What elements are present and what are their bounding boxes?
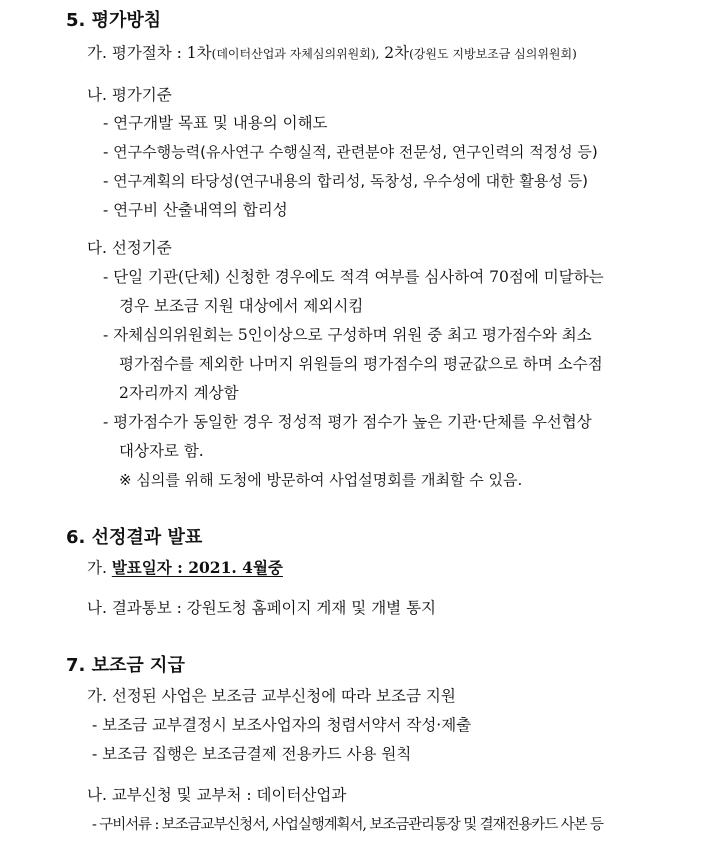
- announce-date: [87, 558, 283, 578]
- section-7-title: 7. 보조금 지급: [66, 655, 185, 676]
- selection-criteria-label: 다. 선정기준: [87, 239, 172, 257]
- eval-procedure: [87, 43, 577, 64]
- eval-procedure-label: 가. 평가절차 : 1차: [87, 44, 212, 62]
- selection-criteria-item: - 평가점수가 동일한 경우 정성적 평가 점수가 높은 기관·단체를 우선협상: [103, 413, 592, 431]
- subsidy-item: - 보조금 집행은 보조금결제 전용카드 사용 원칙: [92, 745, 412, 763]
- eval-procedure-second-detail: (강원도 지방보조금 심의위원회): [409, 47, 577, 61]
- eval-criteria-item: - 연구비 산출내역의 합리성: [103, 201, 288, 219]
- eval-criteria-item: - 연구계획의 타당성(연구내용의 합리성, 독창성, 우수성에 대한 활용성 등): [103, 172, 589, 190]
- section-5-title: 5. 평가방침: [66, 10, 162, 31]
- announce-date-value: 발표일자 : 2021. 4월중: [111, 558, 283, 577]
- selection-criteria-item-cont: 평가점수를 제외한 나머지 위원들의 평가점수의 평균값으로 하며 소수점: [119, 355, 603, 373]
- subsidy-support: 가. 선정된 사업은 보조금 교부신청에 따라 보조금 지원: [87, 687, 456, 705]
- eval-procedure-first-detail: (데이터산업과 자체심의위원회),: [211, 47, 380, 61]
- selection-criteria-item-cont: 경우 보조금 지원 대상에서 제외시킴: [119, 297, 364, 315]
- section-6-title: 6. 선정결과 발표: [66, 527, 203, 548]
- eval-procedure-second: 2차: [379, 44, 410, 62]
- eval-criteria-item: - 연구개발 목표 및 내용의 이해도: [103, 114, 328, 132]
- required-documents: - 구비서류 : 보조금교부신청서, 사업실행계획서, 보조금관리통장 및 결재전용카드 사본 등: [92, 817, 603, 833]
- selection-note: ※ 심의를 위해 도청에 방문하여 사업설명회를 개최할 수 있음.: [119, 471, 523, 489]
- selection-criteria-item: - 자체심의위원회는 5인이상으로 구성하며 위원 중 최고 평가점수와 최소: [103, 326, 592, 344]
- selection-criteria-item: - 단일 기관(단체) 신청한 경우에도 적격 여부를 심사하여 70점에 미달하는: [103, 268, 604, 286]
- selection-criteria-item-cont: 대상자로 함.: [119, 442, 204, 460]
- eval-criteria-label: 나. 평가기준: [87, 86, 172, 104]
- eval-criteria-item: - 연구수행능력(유사연구 수행실적, 관련분야 전문성, 연구인력의 적정성 등): [103, 143, 598, 161]
- subsidy-item: - 보조금 교부결정시 보조사업자의 청렴서약서 작성·제출: [92, 716, 472, 734]
- announce-date-prefix: 가.: [87, 559, 112, 577]
- selection-criteria-item-cont: 2자리까지 계상함: [119, 384, 239, 402]
- grant-application: 나. 교부신청 및 교부처 : 데이터산업과: [87, 786, 347, 804]
- result-notice: 나. 결과통보 : 강원도청 홈페이지 게재 및 개별 통지: [87, 599, 437, 617]
